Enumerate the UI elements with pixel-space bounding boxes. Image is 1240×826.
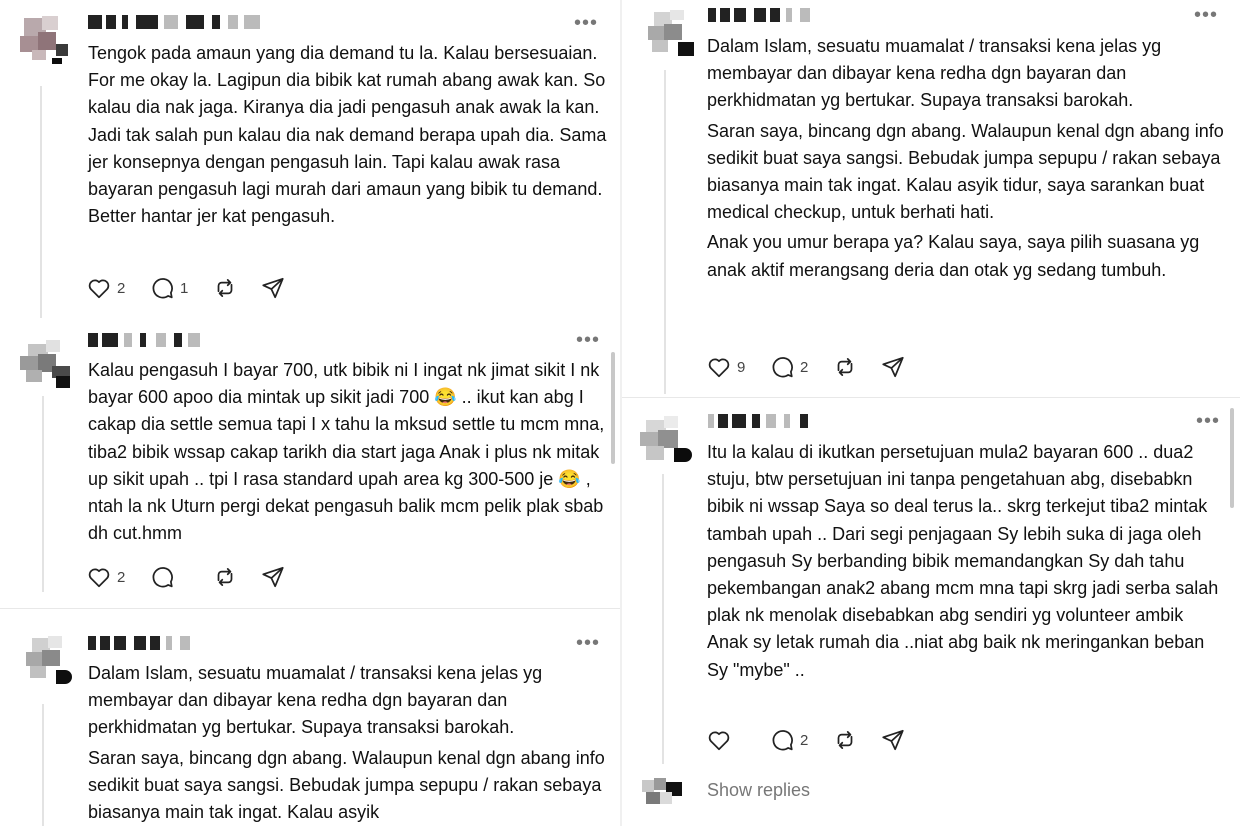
repost-button[interactable] xyxy=(832,354,858,380)
more-options-icon[interactable]: ••• xyxy=(574,12,599,34)
comment-text xyxy=(88,660,610,826)
comment-icon xyxy=(769,727,795,753)
right-thread-panel xyxy=(622,0,1240,826)
like-count: 2 xyxy=(117,568,126,586)
repost-button[interactable] xyxy=(212,564,238,590)
repost-icon xyxy=(832,354,858,380)
comment-icon xyxy=(769,354,795,380)
reply-button[interactable] xyxy=(149,275,190,301)
repost-button[interactable] xyxy=(832,727,858,753)
action-bar xyxy=(86,563,308,591)
reply-button[interactable] xyxy=(769,727,810,753)
username-redacted[interactable] xyxy=(708,414,813,428)
avatar[interactable] xyxy=(638,416,686,464)
heart-icon xyxy=(86,275,112,301)
thread-line xyxy=(42,704,44,826)
reply-avatars xyxy=(642,778,682,806)
action-bar xyxy=(86,274,308,302)
comment-text xyxy=(88,40,608,230)
post-divider xyxy=(622,397,1240,398)
more-options-icon[interactable]: ••• xyxy=(1196,410,1221,432)
thread-line xyxy=(664,70,666,394)
like-count: 9 xyxy=(737,358,746,376)
heart-icon xyxy=(86,564,112,590)
send-icon xyxy=(880,727,906,753)
share-button[interactable] xyxy=(260,275,286,301)
show-replies-link[interactable]: Show replies xyxy=(707,780,811,800)
action-bar xyxy=(706,726,928,754)
share-button[interactable] xyxy=(260,564,286,590)
avatar[interactable] xyxy=(20,340,68,388)
comment-paragraph: Itu la kalau di ikutkan persetujuan mula2 bayaran 600 .. dua2 stuju, btw persetujuan ini tanpa pengetahuan abg, disebabkn bibik ni wssap Saya so deal terus la.. skrg terkejut tiba2 mintak tambah upah .. Dari segi penjagaan Sy lebih suka di jaga oleh pengasuh Sy berbanding bibik memandangkan Sy dah tahu pekembangan anak2 abang mcm mna tapi skrg jadi serba salah plak nk menolak disebabkan abg sendiri yg volunteer ambik Anak sy letak rumah dia ..niat abg baik nk meringankan beban Sy "mybe" .. xyxy=(707,442,1219,680)
comment-paragraph: Dalam Islam, sesuatu muamalat / transaksi kena jelas yg membayar dan dibayar kena redha dgn bayaran dan perkhidmatan yg bertukar. Supaya transaksi barokah. xyxy=(88,663,543,738)
repost-button[interactable] xyxy=(212,275,238,301)
heart-icon xyxy=(706,354,732,380)
send-icon xyxy=(260,275,286,301)
send-icon xyxy=(880,354,906,380)
like-button[interactable] xyxy=(706,354,747,380)
username-redacted[interactable] xyxy=(88,636,193,650)
share-button[interactable] xyxy=(880,727,906,753)
thread-line xyxy=(662,474,664,764)
comment-text xyxy=(707,439,1227,684)
more-options-icon[interactable]: ••• xyxy=(1194,4,1219,26)
reply-button[interactable] xyxy=(769,354,810,380)
username-redacted[interactable] xyxy=(88,333,203,347)
comment-paragraph: Saran saya, bincang dgn abang. Walaupun kenal dgn abang info sedikit buat saya sangsi. Bebudak jumpa sepupu / rakan sebaya biasanya main tak ingat. Kalau asyik xyxy=(88,747,605,823)
comment-paragraph: Tengok pada amaun yang dia demand tu la. Kalau bersesuaian. For me okay la. Lagipun dia bibik kat rumah abang awak kan. So kalau dia nak jaga. Kiranya dia jadi pengasuh anak awak la kan. Jadi tak salah pun kalau dia nak demand berapa upah dia. Sama jer konsepnya dengan pengasuh lain. Tapi kalau awak rasa bayaran pengasuh lagi murah dari amaun yang bibik tu demand. Better hantar jer kat pengasuh. xyxy=(88,43,607,227)
like-button[interactable] xyxy=(706,727,747,753)
reply-button[interactable] xyxy=(149,564,190,590)
thread-line xyxy=(40,86,42,318)
username-redacted[interactable] xyxy=(708,8,813,22)
comment-icon xyxy=(149,564,175,590)
repost-icon xyxy=(832,727,858,753)
avatar[interactable] xyxy=(18,14,66,62)
like-button[interactable] xyxy=(86,275,127,301)
comment-paragraph: Saran saya, bincang dgn abang. Walaupun kenal dgn abang info sedikit buat saya sangsi. Bebudak jumpa sepupu / rakan sebaya biasanya main tak ingat. Kalau asyik tidur, saya sarankan buat medical checkup, untuk berhati hati. xyxy=(707,120,1224,223)
repost-icon xyxy=(212,564,238,590)
comment-text xyxy=(88,357,610,547)
comment-icon xyxy=(149,275,175,301)
comment-paragraph: Dalam Islam, sesuatu muamalat / transaksi kena jelas yg membayar dan dibayar kena redha dgn bayaran dan perkhidmatan yg bertukar. Supaya transaksi barokah. xyxy=(707,36,1162,111)
heart-icon xyxy=(706,727,732,753)
send-icon xyxy=(260,564,286,590)
like-button[interactable] xyxy=(86,564,127,590)
share-button[interactable] xyxy=(880,354,906,380)
comment-text xyxy=(707,33,1227,284)
comment-paragraph: Anak you umur berapa ya? Kalau saya, saya pilih suasana yg anak aktif merangsang deria dan otak yg sedang tumbuh. xyxy=(707,232,1200,280)
thread-line xyxy=(42,396,44,592)
reply-count: 1 xyxy=(180,279,189,297)
reply-count: 2 xyxy=(800,358,809,376)
scrollbar[interactable] xyxy=(1230,408,1234,508)
more-options-icon[interactable]: ••• xyxy=(576,632,601,654)
like-count: 2 xyxy=(117,279,126,297)
reply-count: 2 xyxy=(800,731,809,749)
action-bar xyxy=(706,353,928,381)
repost-icon xyxy=(212,275,238,301)
post-divider xyxy=(0,608,620,609)
avatar[interactable] xyxy=(22,634,70,682)
username-redacted[interactable] xyxy=(88,15,263,29)
more-options-icon[interactable]: ••• xyxy=(576,329,601,351)
scrollbar[interactable] xyxy=(611,352,615,464)
comment-paragraph: Kalau pengasuh I bayar 700, utk bibik ni I ingat nk jimat sikit I nk bayar 600 apoo dia mintak up sikit jadi 700 😂 .. ikut kan abg I cakap dia settle semua tapi I x tahu la mksud settle tu mcm mna, tiba2 bibik wssap cakap tarikh dia start jaga Anak i plus nk mitak up sikit upah .. tpi I rasa standard upah area kg 300-500 je 😂 , ntah la nk Uturn pergi dekat pengasuh balik mcm pelik plak sbab dh cut.hmm xyxy=(88,360,605,544)
avatar[interactable] xyxy=(644,8,692,56)
